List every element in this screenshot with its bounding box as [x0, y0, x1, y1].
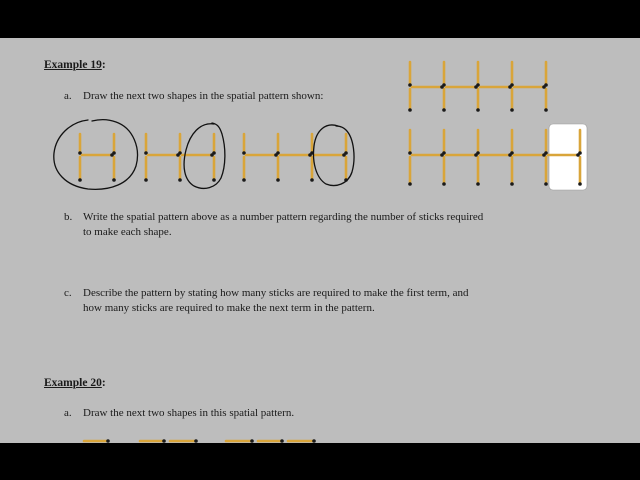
match-head: [544, 182, 548, 186]
example-20-heading-colon: :: [101, 377, 106, 389]
match-head: [476, 108, 480, 112]
match-head: [542, 153, 546, 157]
example-20-a-marker: a.: [64, 407, 72, 419]
match-head: [212, 178, 216, 182]
match-head: [110, 153, 114, 157]
match-head: [274, 153, 278, 157]
match-head: [250, 439, 254, 443]
match-head: [194, 439, 198, 443]
example-19-heading-colon: :: [101, 59, 106, 71]
match-head: [308, 153, 312, 157]
question-a-text: Draw the next two shapes in the spatial pattern shown:: [83, 90, 324, 102]
match-head: [578, 182, 582, 186]
match-head: [474, 85, 478, 89]
match-head: [408, 182, 412, 186]
match-head: [476, 182, 480, 186]
question-c-line-2: how many sticks are required to make the next term in the pattern.: [83, 302, 375, 314]
match-head: [242, 178, 246, 182]
question-b-line-2: to make each shape.: [83, 226, 172, 238]
match-head: [442, 108, 446, 112]
match-head: [510, 108, 514, 112]
matchstick-drawing: [0, 38, 640, 443]
match-head: [510, 182, 514, 186]
match-head: [342, 153, 346, 157]
match-head: [440, 85, 444, 89]
question-c-line-1: Describe the pattern by stating how many sticks are required to make the first term, and: [83, 287, 469, 299]
example-20-a-text: Draw the next two shapes in this spatial pattern.: [83, 407, 295, 419]
match-head: [106, 439, 110, 443]
match-head: [440, 153, 444, 157]
match-head: [508, 153, 512, 157]
match-head: [162, 439, 166, 443]
match-head: [442, 182, 446, 186]
match-head: [576, 153, 580, 157]
match-head: [312, 439, 316, 443]
match-head: [542, 85, 546, 89]
match-head: [280, 439, 284, 443]
worksheet-page: [0, 38, 640, 443]
question-b-marker: b.: [64, 211, 73, 223]
match-head: [508, 85, 512, 89]
matchstick-layer: [78, 62, 582, 443]
match-head: [144, 178, 148, 182]
example-19-heading-text: Example 19: [44, 59, 102, 71]
match-head: [276, 178, 280, 182]
question-a-marker: a.: [64, 90, 72, 102]
question-b-line-1: Write the spatial pattern above as a number pattern regarding the number of sticks required: [83, 211, 484, 223]
match-head: [178, 178, 182, 182]
match-head: [544, 108, 548, 112]
match-head: [210, 153, 214, 157]
match-head: [408, 108, 412, 112]
question-c-marker: c.: [64, 287, 72, 299]
match-head: [310, 178, 314, 182]
match-head: [474, 153, 478, 157]
example-20-heading-text: Example 20: [44, 377, 102, 389]
match-head: [176, 153, 180, 157]
match-head: [112, 178, 116, 182]
match-head: [78, 178, 82, 182]
